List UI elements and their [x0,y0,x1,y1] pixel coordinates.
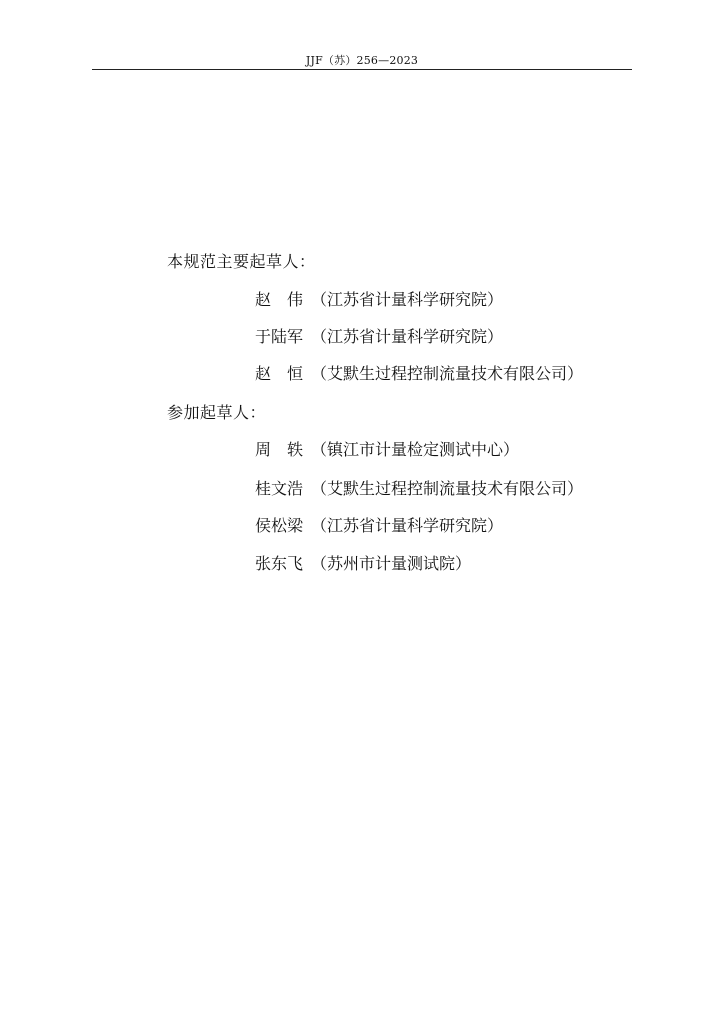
drafter-organization: （镇江市计量检定测试中心） [311,440,520,459]
drafter-organization: （江苏省计量科学研究院） [311,327,504,346]
main-drafter-entry [255,287,503,310]
drafter-name: 侯松梁 [255,516,304,535]
participating-drafter-entry [255,476,583,499]
main-drafters-title: 本规范主要起草人： [167,252,316,271]
participating-drafter-entry [255,513,503,536]
main-drafter-entry [255,361,583,384]
drafter-name: 桂文浩 [255,479,304,498]
running-header: JJF（苏）256—2023 [305,54,419,67]
drafter-name: 赵 恒 [255,364,304,383]
drafter-name: 张东飞 [255,554,304,573]
participating-drafter-entry [255,551,471,574]
drafter-name: 于陆军 [255,327,304,346]
drafter-organization: （苏州市计量测试院） [311,554,472,573]
drafter-name: 赵 伟 [255,290,304,309]
drafter-organization: （江苏省计量科学研究院） [311,290,504,309]
drafter-organization: （艾默生过程控制流量技术有限公司） [311,479,584,498]
main-drafter-entry [255,324,503,347]
participating-drafter-entry [255,437,519,460]
drafter-organization: （艾默生过程控制流量技术有限公司） [311,364,584,383]
participating-drafters-title: 参加起草人： [167,403,267,422]
drafter-name: 周 轶 [255,440,304,459]
drafter-organization: （江苏省计量科学研究院） [311,516,504,535]
header-rule [92,69,632,70]
